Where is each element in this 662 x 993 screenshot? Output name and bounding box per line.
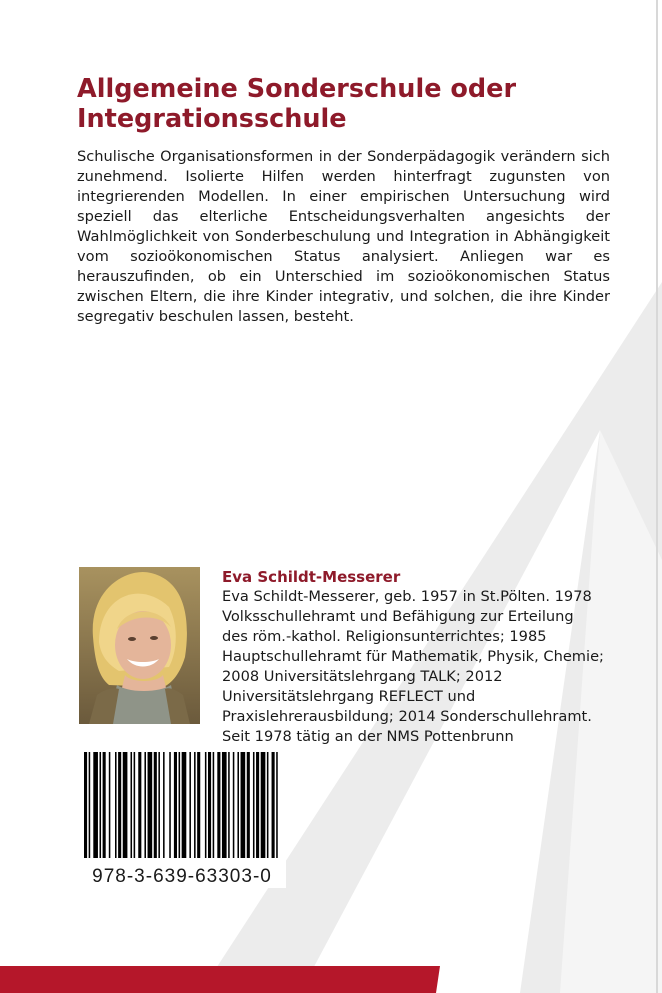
author-portrait (79, 567, 200, 724)
title-line-1: Allgemeine Sonderschule oder (77, 74, 517, 104)
author-bio-line: Hauptschullehramt für Mathematik, Physik, Chemie; (222, 648, 604, 665)
title-line-2: Integrationsschule (77, 104, 347, 134)
author-name: Eva Schildt-Messerer (222, 568, 401, 586)
author-bio-line: des röm.-kathol. Religionsunterrichtes; 1985 (222, 628, 547, 645)
isbn-number: 978-3-639-63303-0 (92, 866, 272, 887)
author-bio-line: 2008 Universitätslehrgang TALK; 2012 (222, 668, 503, 685)
author-bio-line: Eva Schildt-Messerer, geb. 1957 in St.Pölten. 1978 (222, 588, 592, 605)
book-blurb: Schulische Organisationsformen in der Sonderpädagogik verändern sich zunehmend. Isolierte Hilfen werden hinterfragt zugunsten von integrierenden Modellen. In einer empirischen Untersuchung wird speziell das elterliche Entscheidungsverhalten angesichts der Wahlmöglichkeit von Sonderbeschulung und Integration in Abhängigkeit vom sozioökonomischen Status analysiert. Anliegen war es herauszufinden, ob ein Unterschied im sozioökonomischen Status zwischen Eltern, die ihre Kinder integrativ, und solchen, die ihre Kinder segregativ beschulen lassen, besteht. (77, 148, 610, 325)
author-bio-line: Volksschullehramt und Befähigung zur Erteilung (222, 608, 574, 625)
bottom-band (0, 966, 440, 993)
author-portrait-icon (79, 567, 200, 724)
book-title (77, 74, 637, 134)
author-bio-line: Universitätslehrgang REFLECT und (222, 688, 476, 705)
author-bio-line: Praxislehrerausbildung; 2014 Sonderschullehramt. (222, 708, 592, 725)
author-bio-line: Seit 1978 tätig an der NMS Pottenbrunn (222, 728, 514, 745)
barcode-bars-icon (78, 752, 286, 862)
